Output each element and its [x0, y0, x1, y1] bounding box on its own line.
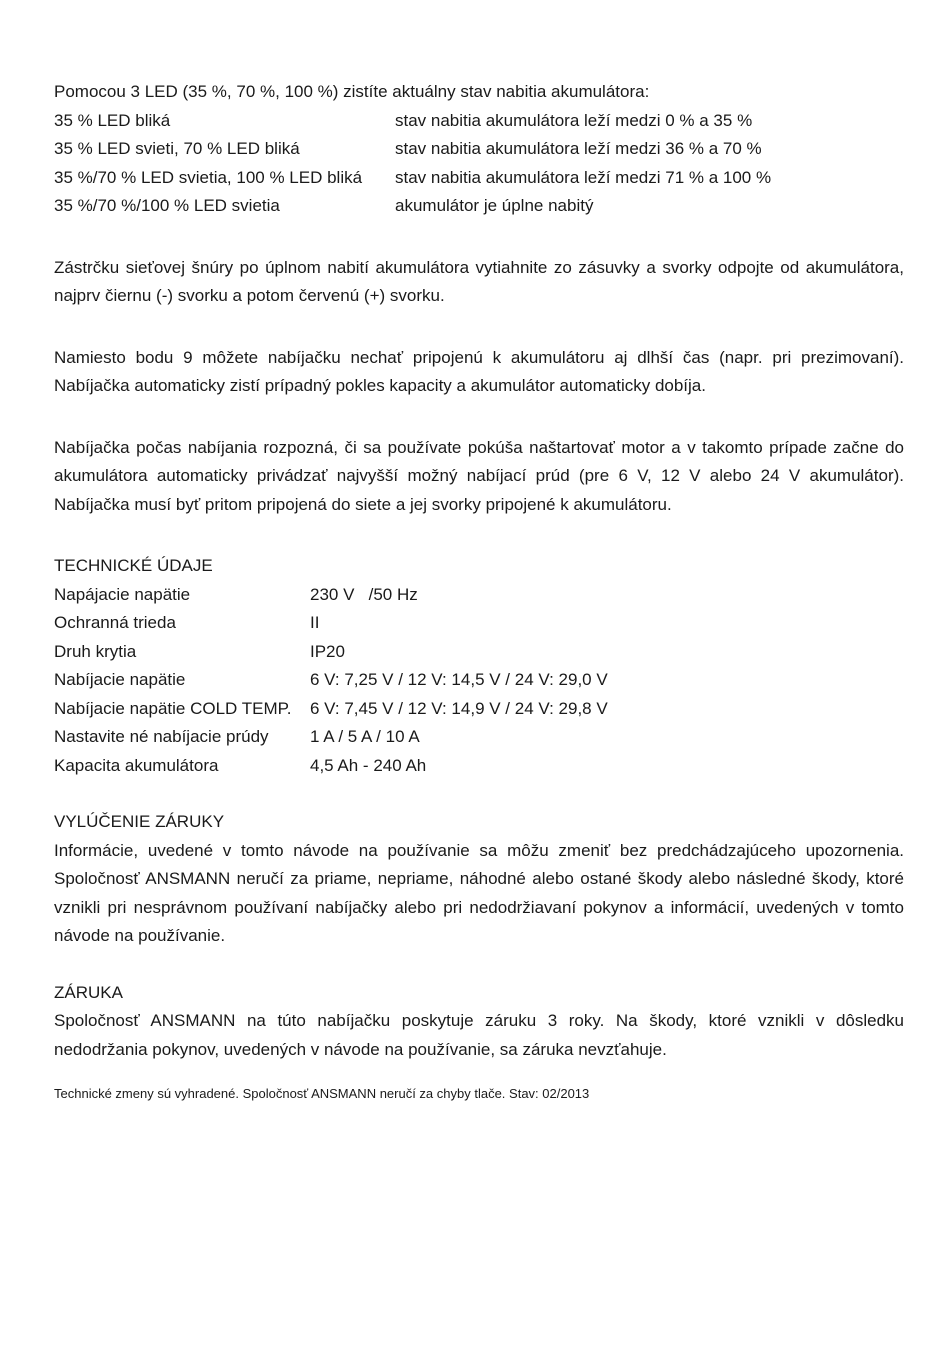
disclaimer-section [54, 808, 904, 951]
tech-label: Napájacie napätie [54, 584, 191, 604]
led-meaning: stav nabitia akumulátora leží medzi 71 % a 100 % [395, 167, 772, 187]
tech-value: 4,5 Ah - 240 Ah [310, 755, 427, 775]
manual-page [54, 78, 904, 1103]
disclaimer-text: Informácie, uvedené v tomto návode na používanie sa môžu zmeniť bez predchádzajúceho upozornenia. Spoločnosť ANSMANN neručí za priame, nepriame, náhodné alebo ostané škody alebo následné škody, ktoré vznikli pri nesprávnom používaní nabíjačky alebo pri nedodržiavaní pokynov a informácií, uvedených v tomto návode na používanie. [54, 840, 904, 945]
disclaimer-heading: VYLÚČENIE ZÁRUKY [54, 812, 225, 831]
warranty-section [54, 979, 904, 1065]
tech-row [54, 723, 904, 752]
tech-row [54, 609, 904, 638]
technical-heading: TECHNICKÉ ÚDAJE [54, 556, 213, 575]
tech-row [54, 752, 904, 781]
tech-value: 6 V: 7,25 V / 12 V: 14,5 V / 24 V: 29,0 V [310, 670, 608, 689]
led-meaning: stav nabitia akumulátora leží medzi 36 % a 70 % [395, 139, 762, 158]
led-state: 35 %/70 % LED svietia, 100 % LED bliká [54, 167, 363, 187]
tech-label: Ochranná trieda [54, 613, 176, 632]
led-row [54, 164, 904, 193]
warranty-heading: ZÁRUKA [54, 982, 123, 1002]
led-row [54, 107, 904, 136]
tech-row [54, 695, 904, 724]
tech-row [54, 638, 904, 667]
maintenance-paragraph: Namiesto bodu 9 môžete nabíjačku nechať pripojenú k akumulátoru aj dlhší čas (napr. pri prezimovaní). Nabíjačka automaticky zistí prípadný pokles kapacity a akumulátor automaticky dobíja. [54, 347, 904, 395]
led-meaning: akumulátor je úplne nabitý [395, 196, 594, 215]
led-meaning: stav nabitia akumulátora leží medzi 0 % a 35 % [395, 110, 753, 130]
footnote: Technické zmeny sú vyhradené. Spoločnosť ANSMANN neručí za chyby tlače. Stav: 02/2013 [54, 1086, 590, 1101]
led-status-section [54, 78, 904, 221]
tech-value: IP20 [310, 641, 345, 661]
tech-label: Kapacita akumulátora [54, 755, 219, 775]
led-state: 35 % LED bliká [54, 110, 171, 130]
led-intro: Pomocou 3 LED (35 %, 70 %, 100 %) zistíte aktuálny stav nabitia akumulátora: [54, 82, 650, 101]
start-detect-paragraph: Nabíjačka počas nabíjania rozpozná, či sa používate pokúša naštartovať motor a v takomto prípade začne do akumulátora automaticky privádzať najvyšší možný nabíjací prúd (pre 6 V, 12 V alebo 24 V akumulátor). Nabíjačka musí byť pritom pripojená do siete a jej svorky pripojené k akumulátoru. [54, 437, 904, 514]
tech-label: Druh krytia [54, 641, 137, 661]
tech-label: Nabíjacie napätie COLD TEMP. [54, 698, 292, 718]
tech-label: Nastavite né nabíjacie prúdy [54, 727, 269, 746]
warranty-text: Spoločnosť ANSMANN na túto nabíjačku poskytuje záruku 3 roky. Na škody, ktoré vznikli v dôsledku nedodržania pokynov, uvedených v návode na používanie, sa záruka nevzťahuje. [54, 1011, 904, 1059]
led-state: 35 %/70 %/100 % LED svietia [54, 196, 280, 215]
led-state: 35 % LED svieti, 70 % LED bliká [54, 139, 300, 158]
tech-value: 230 V /50 Hz [310, 584, 418, 604]
tech-value: II [310, 613, 320, 632]
tech-row [54, 666, 904, 695]
led-row [54, 192, 904, 221]
tech-value: 6 V: 7,45 V / 12 V: 14,9 V / 24 V: 29,8 V [310, 698, 608, 718]
tech-label: Nabíjacie napätie [54, 670, 186, 689]
technical-data-section [54, 552, 904, 780]
led-row [54, 135, 904, 164]
tech-row [54, 581, 904, 610]
unplug-paragraph: Zástrčku sieťovej šnúry po úplnom nabití akumulátora vytiahnite zo zásuvky a svorky odpojte od akumulátora, najprv čiernu (-) svorku a potom červenú (+) svorku. [54, 257, 904, 305]
tech-value: 1 A / 5 A / 10 A [310, 727, 420, 746]
